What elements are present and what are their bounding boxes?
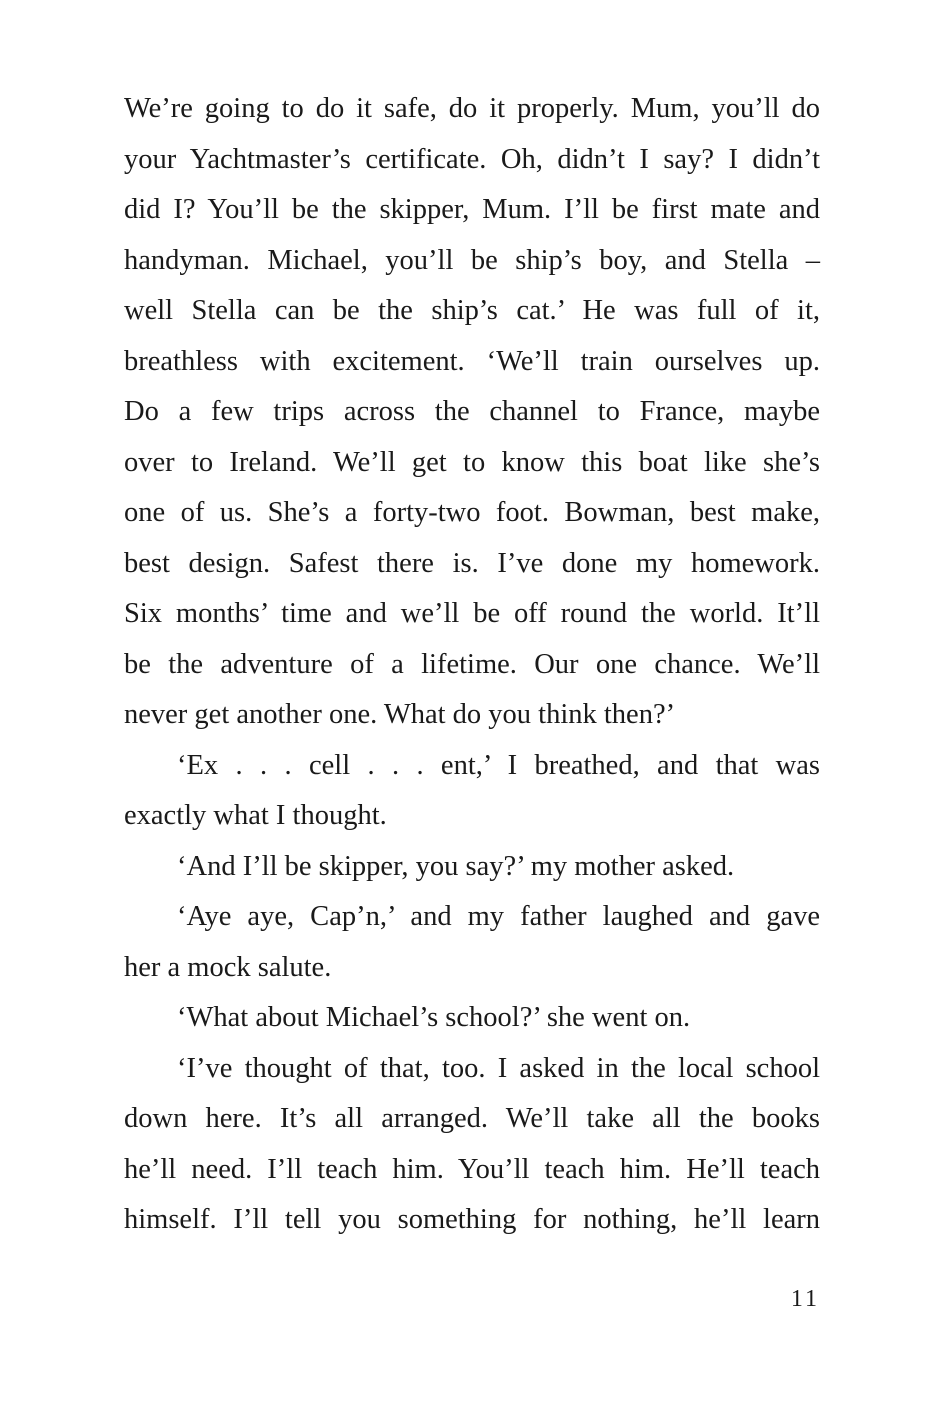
text-line: ‘I’ve thought of that, too. I asked in the local school bbox=[177, 1052, 820, 1084]
text-line: down here. It’s all arranged. We’ll take all the books bbox=[124, 1103, 820, 1134]
text-line: never get another one. What do you think then?’ bbox=[124, 699, 676, 730]
text-line: breathless with excitement. ‘We’ll train ourselves up. bbox=[124, 345, 820, 377]
text-line: ‘What about Michael’s school?’ she went on. bbox=[177, 1002, 691, 1033]
text-line: your Yachtmaster’s certificate. Oh, didn’t I say? I didn’t bbox=[124, 143, 820, 175]
page-number: 11 bbox=[790, 1286, 820, 1312]
text-line: ‘And I’ll be skipper, you say?’ my mother asked. bbox=[177, 850, 735, 882]
text-line: handyman. Michael, you’ll be ship’s boy, and Stella – bbox=[124, 244, 820, 276]
text-line: We’re going to do it safe, do it properly. Mum, you’ll do bbox=[124, 93, 820, 124]
text-line: Do a few trips across the channel to France, maybe bbox=[124, 396, 820, 427]
body-text bbox=[124, 84, 820, 1246]
text-line: exactly what I thought. bbox=[124, 800, 387, 831]
text-line: over to Ireland. We’ll get to know this boat like she’s bbox=[124, 446, 820, 478]
text-line: one of us. She’s a forty-two foot. Bowman, best make, bbox=[124, 497, 820, 528]
text-line: himself. I’ll tell you something for nothing, he’ll learn bbox=[124, 1204, 820, 1235]
text-line: Six months’ time and we’ll be off round the world. It’ll bbox=[124, 598, 820, 629]
text-line: ‘Ex . . . cell . . . ent,’ I breathed, and that was bbox=[177, 749, 820, 781]
text-line: her a mock salute. bbox=[124, 951, 332, 983]
text-line: best design. Safest there is. I’ve done my homework. bbox=[124, 547, 820, 579]
text-line: be the adventure of a lifetime. Our one chance. We’ll bbox=[124, 648, 820, 680]
text-line: well Stella can be the ship’s cat.’ He was full of it, bbox=[124, 295, 820, 326]
text-line: ‘Aye aye, Cap’n,’ and my father laughed and gave bbox=[177, 901, 820, 932]
text-line: he’ll need. I’ll teach him. You’ll teach him. He’ll teach bbox=[124, 1153, 820, 1185]
text-line: did I? You’ll be the skipper, Mum. I’ll be first mate and bbox=[124, 194, 820, 225]
